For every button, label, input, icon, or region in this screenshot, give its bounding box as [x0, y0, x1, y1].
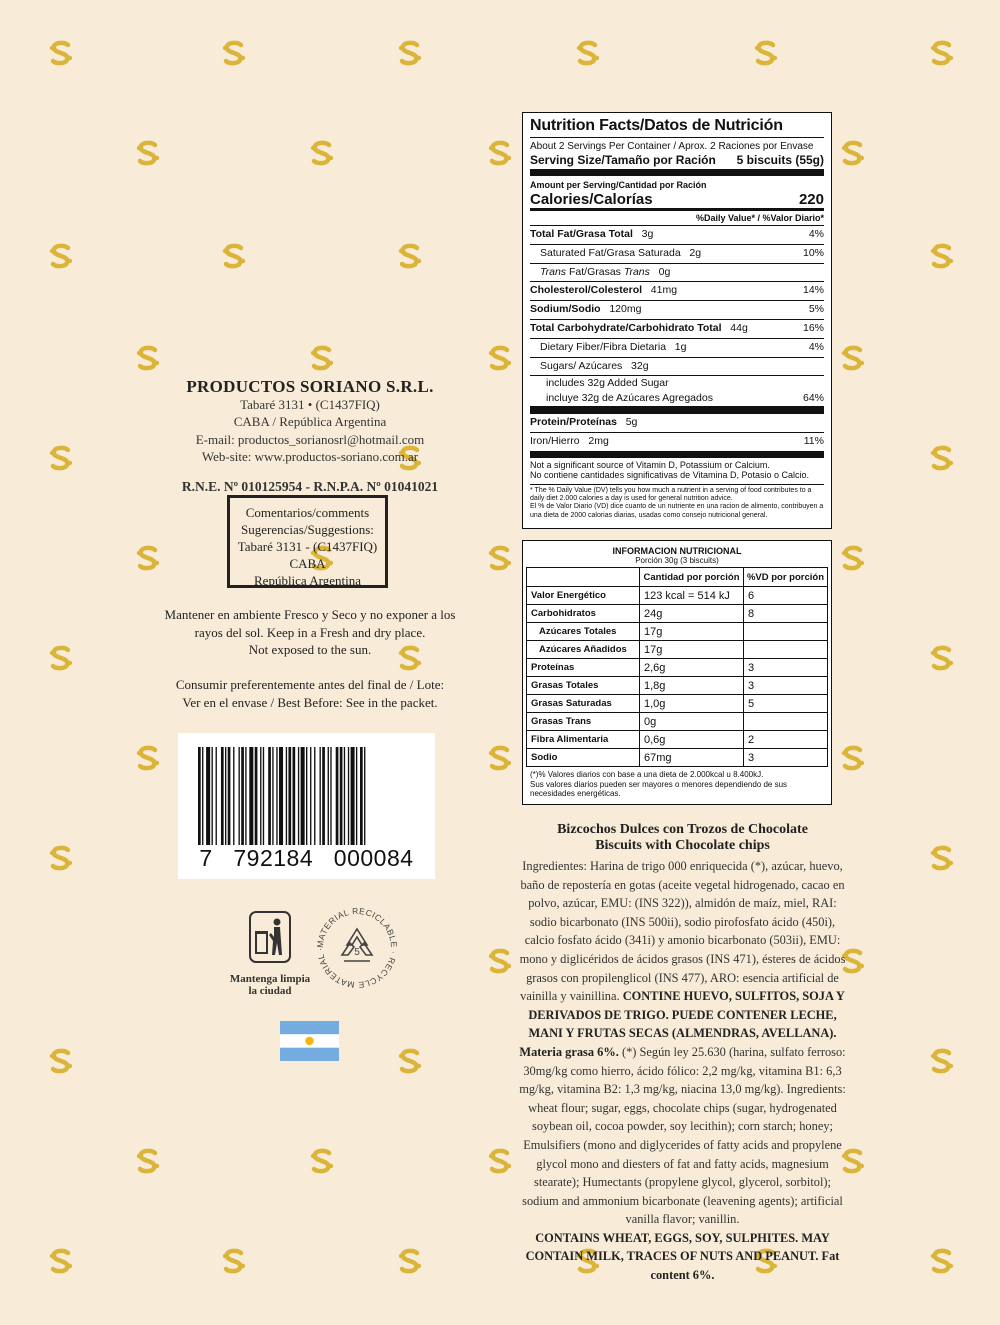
- nutrition-facts-panel: [522, 112, 832, 529]
- nf-row: [530, 300, 824, 319]
- nf-row-label: Saturated Fat/Grasa Saturada 2g: [540, 246, 702, 259]
- barcode-bar: [216, 747, 217, 845]
- company-name: PRODUCTOS SORIANO S.R.L.: [186, 377, 434, 396]
- nf-rows: [530, 225, 824, 451]
- ingredients-en: (*) Según ley 25.630 (harina, sulfato ferroso: 30mg/kg como hierro, ácido fólico: 2,2 mg/kg, vitamina B1: 6,3 mg/kg, vitamina B2: 1,3 mg/kg, niacina 13,0 mg/kg). Ingredients: wheat flour; sugar, eggs, chocolate chips (sugar, hydrogenated soybean oil, cocoa powder, soy lecithin); corn starch; honey; Emulsifiers (mono and diglycerides of fatty acids and propylene glycol mono and diesters of fat and fatty acids, magnesium stearate); Humectants (propylene glycol, glycerol, sorbitol); sodium and ammonium bicarbonate (leavening agents); artificial vanilla flavor; vanillin.: [519, 1044, 846, 1227]
- nf-row-dv: 14%: [802, 284, 824, 297]
- info-row-qty: 1,8g: [640, 677, 744, 695]
- nf-row-dv: 4%: [808, 228, 824, 240]
- nf-footnote: [530, 484, 824, 520]
- info-header-qty: Cantidad por porción: [640, 568, 744, 587]
- recycle-number: 5: [354, 947, 360, 958]
- barcode-bar: [221, 747, 224, 845]
- nf-row: [530, 281, 824, 300]
- product-name-en: Biscuits with Chocolate chips: [595, 838, 770, 853]
- info-row-label: Fibra Alimentaria: [527, 731, 640, 749]
- nf-note-line: Not a significant source of Vitamin D, Potassium or Calcium.: [530, 459, 770, 470]
- best-before-line: Ver en el envase / Best Before: See in the packet.: [182, 694, 438, 710]
- info-row-label: Azúcares Totales: [527, 623, 640, 641]
- table-row: [527, 623, 828, 641]
- barcode-bar: [241, 747, 244, 845]
- soriano-s-logo-icon: [753, 40, 779, 66]
- barcode-bar: [344, 747, 345, 845]
- nf-row: [530, 244, 824, 263]
- storage-line: Mantener en ambiente Fresco y Seco y no exponer a los: [164, 607, 456, 622]
- soriano-s-logo-icon: [840, 545, 866, 571]
- info-note-line: (*)% Valores diarios con base a una dieta de 2.000kcal u 8.400kJ.: [530, 770, 764, 779]
- nf-serving-size: [530, 153, 824, 176]
- nf-row: [530, 225, 824, 244]
- soriano-s-logo-icon: [487, 1148, 513, 1174]
- nf-row-label: Iron/Hierro 2mg: [530, 435, 609, 448]
- nf-row-label: Sodium/Sodio 120mg: [530, 303, 642, 316]
- info-row-label: Carbohidratos: [527, 605, 640, 623]
- table-row: [527, 641, 828, 659]
- soriano-s-logo-icon: [309, 345, 335, 371]
- soriano-s-logo-icon: [840, 345, 866, 371]
- soriano-s-logo-icon: [487, 948, 513, 974]
- info-row-qty: 1,0g: [640, 695, 744, 713]
- soriano-s-logo-icon: [48, 40, 74, 66]
- litter-bin-icon: [249, 911, 291, 963]
- soriano-s-logo-icon: [929, 845, 955, 871]
- soriano-s-logo-icon: [309, 1148, 335, 1174]
- info-row-label: Azúcares Añadidos: [527, 641, 640, 659]
- nf-row: [530, 319, 824, 338]
- soriano-s-logo-icon: [48, 845, 74, 871]
- barcode-bar: [279, 747, 283, 845]
- nf-calories-value: 220: [798, 191, 824, 208]
- barcode-bar: [255, 747, 258, 845]
- soriano-s-logo-icon: [397, 1248, 423, 1274]
- comments-line: República Argentina: [254, 573, 361, 588]
- info-row-qty: 24g: [640, 605, 744, 623]
- nf-row-dv: 16%: [802, 321, 824, 334]
- barcode-bar: [245, 747, 246, 845]
- nf-row-label: includes 32g Added Sugar: [546, 377, 669, 390]
- nf-row-label: Sugars/ Azúcares 32g: [540, 359, 649, 372]
- soriano-s-logo-icon: [397, 1048, 423, 1074]
- table-row: [527, 695, 828, 713]
- nf-row-amount: 41mg: [642, 284, 678, 297]
- soriano-s-logo-icon: [929, 1048, 955, 1074]
- nf-row-dv: 4%: [808, 340, 824, 353]
- nf-serving-size-label: Serving Size/Tamaño por Ración: [530, 153, 716, 167]
- nf-note-line: No contiene cantidades significativas de Vitamina D, Potasio o Calcio.: [530, 470, 809, 481]
- soriano-s-logo-icon: [48, 1248, 74, 1274]
- soriano-s-logo-icon: [487, 745, 513, 771]
- nf-row-amount: 2g: [680, 246, 702, 259]
- barcode-number: 7 792184 000084: [199, 845, 414, 871]
- barcode-bar: [233, 747, 234, 845]
- info-row-vd: 8: [743, 605, 827, 623]
- nf-row: [530, 338, 824, 357]
- nf-row-amount: 2mg: [579, 435, 609, 448]
- barcode-icon: [178, 733, 435, 879]
- best-before-line: Consumir preferentemente antes del final de / Lote:: [175, 677, 445, 692]
- barcode-bar: [301, 747, 305, 845]
- company-web: Web-site: www.productos-soriano.com.ar: [201, 449, 419, 464]
- litter-line: Mantenga limpia: [229, 973, 311, 985]
- barcode-bar: [286, 747, 287, 845]
- nf-row-amount: 32g: [622, 359, 649, 372]
- table-row: [527, 713, 828, 731]
- barcode-bar: [306, 747, 307, 845]
- barcode-bar: [276, 747, 277, 845]
- soriano-s-logo-icon: [397, 40, 423, 66]
- allergens-en: CONTAINS WHEAT, EGGS, SOY, SULPHITES. MAY CONTAIN MILK, TRACES OF NUTS AND PEANUT. Fat content 6%.: [525, 1230, 840, 1283]
- recycle-icon: [312, 903, 402, 993]
- litter-caption: [215, 973, 325, 997]
- litter-line: la ciudad: [248, 985, 292, 997]
- barcode-bar: [364, 747, 365, 845]
- nf-row: [530, 263, 824, 282]
- nf-row-amount: 5g: [616, 416, 638, 429]
- nf-title: Nutrition Facts/Datos de Nutrición: [530, 116, 824, 138]
- barcode-bar: [202, 747, 203, 845]
- argentina-flag-icon: [280, 1021, 339, 1061]
- nf-row-label: Total Fat/Grasa Total 3g: [530, 228, 654, 240]
- info-row-vd: 2: [743, 731, 827, 749]
- nf-note: [530, 451, 824, 481]
- barcode-bar: [298, 747, 299, 845]
- table-row: [527, 659, 828, 677]
- info-row-label: Valor Energético: [527, 587, 640, 605]
- nf-calories-label: Calories/Calorías: [530, 191, 653, 208]
- soriano-s-logo-icon: [309, 140, 335, 166]
- nf-row-amount: 3g: [632, 228, 654, 240]
- info-header-empty: [527, 568, 640, 587]
- nf-calories: [530, 191, 824, 211]
- barcode-bar: [322, 747, 325, 845]
- info-row-vd: 3: [743, 659, 827, 677]
- info-header-vd: %VD por porción: [743, 568, 827, 587]
- company-email: E-mail: productos_sorianosrl@hotmail.com: [195, 431, 425, 447]
- barcode-bar: [228, 747, 231, 845]
- soriano-s-logo-icon: [48, 645, 74, 671]
- soriano-s-logo-icon: [929, 40, 955, 66]
- nf-servings: About 2 Servings Per Container / Aprox. 2 Raciones por Envase: [530, 141, 814, 152]
- storage-line: Not exposed to the sun.: [248, 642, 372, 657]
- company-city: CABA / República Argentina: [233, 414, 387, 429]
- soriano-s-logo-icon: [929, 243, 955, 269]
- nf-row-dv: 5%: [808, 303, 824, 316]
- barcode-bar: [360, 747, 363, 845]
- barcode-bar: [356, 747, 357, 845]
- info-row-qty: 0,6g: [640, 731, 744, 749]
- nf-row-label: incluye 32g de Azúcares Agregados: [546, 392, 713, 405]
- info-row-label: Grasas Totales: [527, 677, 640, 695]
- soriano-s-logo-icon: [221, 243, 247, 269]
- barcode-bar: [288, 747, 291, 845]
- barcode-bar: [328, 747, 329, 845]
- soriano-s-logo-icon: [929, 645, 955, 671]
- soriano-s-logo-icon: [487, 345, 513, 371]
- company-registry: R.N.E. Nº 010125954 - R.N.P.A. Nº 01041021: [181, 478, 439, 494]
- barcode-bar: [320, 747, 321, 845]
- soriano-s-logo-icon: [397, 243, 423, 269]
- soriano-s-logo-icon: [135, 545, 161, 571]
- table-row: [527, 749, 828, 767]
- company-address: Tabaré 3131 • (C1437FIQ): [240, 396, 380, 412]
- recycle-text: MATERIAL RECICLABLE · RECYCLE MATERIAL ·: [314, 905, 400, 991]
- comments-line: CABA: [289, 556, 326, 571]
- info-note: [523, 767, 831, 802]
- soriano-s-logo-icon: [48, 1048, 74, 1074]
- table-row: [527, 731, 828, 749]
- info-note-line: Sus valores diarios pueden ser mayores o menores dependiendo de sus necesidades energéticas.: [530, 779, 788, 798]
- nf-row: [530, 357, 824, 376]
- soriano-s-logo-icon: [48, 243, 74, 269]
- soriano-s-logo-icon: [929, 1248, 955, 1274]
- info-row-label: Grasas Saturadas: [527, 695, 640, 713]
- nf-row-amount: 44g: [721, 321, 748, 334]
- comments-line: Comentarios/comments: [245, 505, 370, 520]
- info-row-vd: 6: [743, 587, 827, 605]
- nf-row-label: Cholesterol/Colesterol 41mg: [530, 284, 678, 297]
- soriano-s-logo-icon: [840, 745, 866, 771]
- storage-instructions: [150, 606, 470, 659]
- soriano-s-logo-icon: [487, 545, 513, 571]
- info-row-vd: [743, 713, 827, 731]
- comments-box: [227, 495, 388, 588]
- comments-line: Sugerencias/Suggestions:: [241, 522, 374, 537]
- nf-row-label: Total Carbohydrate/Carbohidrato Total 44g: [530, 321, 748, 334]
- barcode-bar: [198, 747, 201, 845]
- barcode-bar: [212, 747, 213, 845]
- ingredients-block: [515, 822, 850, 1285]
- info-row-label: Proteínas: [527, 659, 640, 677]
- info-row-vd: 3: [743, 677, 827, 695]
- soriano-s-logo-icon: [221, 1248, 247, 1274]
- info-row-qty: 0g: [640, 713, 744, 731]
- soriano-s-logo-icon: [135, 345, 161, 371]
- nf-row: [530, 391, 824, 413]
- nf-row-dv: 10%: [802, 246, 824, 259]
- info-row-vd: 3: [743, 749, 827, 767]
- info-row-vd: [743, 623, 827, 641]
- info-row-qty: 17g: [640, 623, 744, 641]
- info-table: [526, 567, 828, 767]
- info-row-qty: 123 kcal = 514 kJ: [640, 587, 744, 605]
- nf-row: [530, 413, 824, 432]
- barcode-bar: [225, 747, 226, 845]
- soriano-s-logo-icon: [48, 445, 74, 471]
- company-info: [130, 378, 490, 495]
- ingredients-es: Ingredientes: Harina de trigo 000 enriquecida (*), azúcar, huevo, baño de repostería en gotas (aceite vegetal hidrogenado, cacao en polvo, azúcar, EMU: (INS 322)), almidón de maíz, miel, RAI: sodio bicarbonato (INS 500ii), sodio pirofosfato ácido (450i), calcio fosfato ácido (341i) y amonio bicarbonato (503ii), EMU: mono y diglicéridos de ácidos grasos (INS 471), ésteres de ácidos grasos con propilenglicol (INS 477), ARO: esencia artificial de vainilla y vainillina.: [519, 859, 846, 1004]
- barcode-bar: [336, 747, 339, 845]
- nf-row-dv: 64%: [802, 392, 824, 405]
- info-row-vd: 5: [743, 695, 827, 713]
- table-row: [527, 677, 828, 695]
- barcode-bar: [263, 747, 264, 845]
- soriano-s-logo-icon: [487, 140, 513, 166]
- table-row: [527, 587, 828, 605]
- barcode-bar: [272, 747, 273, 845]
- nf-row-amount: 0g: [649, 265, 671, 278]
- barcode-bar: [268, 747, 271, 845]
- product-name-es: Bizcochos Dulces con Trozos de Chocolate: [557, 822, 808, 837]
- nf-row: [530, 375, 824, 391]
- nf-row-dv: 11%: [803, 435, 824, 448]
- nf-row-label: Protein/Proteínas 5g: [530, 416, 638, 429]
- ingredients-text: [515, 857, 850, 1229]
- soriano-s-logo-icon: [929, 445, 955, 471]
- nf-row-amount: 1g: [666, 340, 687, 353]
- info-row-qty: 17g: [640, 641, 744, 659]
- nf-row-amount: 120mg: [600, 303, 642, 316]
- info-title: INFORMACION NUTRICIONAL: [612, 546, 742, 556]
- barcode-bar: [293, 747, 296, 845]
- barcode-bar: [348, 747, 349, 845]
- info-row-label: Grasas Trans: [527, 713, 640, 731]
- barcode-bar: [310, 747, 311, 845]
- allergens-es: CONTINE HUEVO, SULFITOS, SOJA Y DERIVADOS DE TRIGO. PUEDE CONTENER LECHE, MANI Y FRUTAS SECAS (ALMENDRAS, AVELLANA). Materia grasa 6%.: [519, 989, 845, 1059]
- barcode-bar: [314, 747, 315, 845]
- nf-row-label: Trans Fat/Grasas Trans 0g: [540, 265, 671, 278]
- soriano-s-logo-icon: [135, 140, 161, 166]
- barcode-bar: [260, 747, 261, 845]
- barcode-bar: [330, 747, 331, 845]
- nf-serving-size-value: 5 biscuits (55g): [736, 153, 824, 167]
- info-row-qty: 67mg: [640, 749, 744, 767]
- info-row-qty: 2,6g: [640, 659, 744, 677]
- barcode-bar: [239, 747, 240, 845]
- info-portion: Porción 30g (3 biscuits): [635, 556, 719, 565]
- barcode-bar: [249, 747, 253, 845]
- barcode-bar: [206, 747, 210, 845]
- barcode-bar: [351, 747, 355, 845]
- soriano-s-logo-icon: [135, 1148, 161, 1174]
- nf-dv-header: %Daily Value* / %Valor Diario*: [695, 213, 824, 223]
- soriano-s-logo-icon: [575, 40, 601, 66]
- info-row-vd: [743, 641, 827, 659]
- soriano-s-logo-icon: [135, 745, 161, 771]
- comments-line: Tabaré 3131 - (C1437FIQ): [237, 539, 378, 554]
- nf-footnote-en: * The % Daily Value (DV) tells you how much a nutrient in a serving of food contributes to a daily diet 2.000 calories a day is used for general nutrition advice.: [530, 486, 812, 503]
- nf-row: [530, 432, 824, 451]
- table-row: [527, 605, 828, 623]
- barcode-bar: [340, 747, 343, 845]
- soriano-s-logo-icon: [840, 140, 866, 166]
- info-row-label: Sodio: [527, 749, 640, 767]
- nf-row-label: Dietary Fiber/Fibra Dietaria 1g: [540, 340, 687, 353]
- nf-footnote-es: El % de Valor Diario (VD) dice cuanto de un nutriente en una racion de alimento, contribuyen a una dieta de 2000 calorias diarias, usadas como consejo nutricional general.: [530, 503, 824, 519]
- nf-amount-per: Amount per Serving/Cantidad por Ración: [530, 180, 707, 190]
- storage-line: rayos del sol. Keep in a Fresh and dry place.: [194, 624, 426, 640]
- best-before: [150, 676, 470, 711]
- soriano-s-logo-icon: [221, 40, 247, 66]
- info-nutricional-table: [522, 540, 832, 805]
